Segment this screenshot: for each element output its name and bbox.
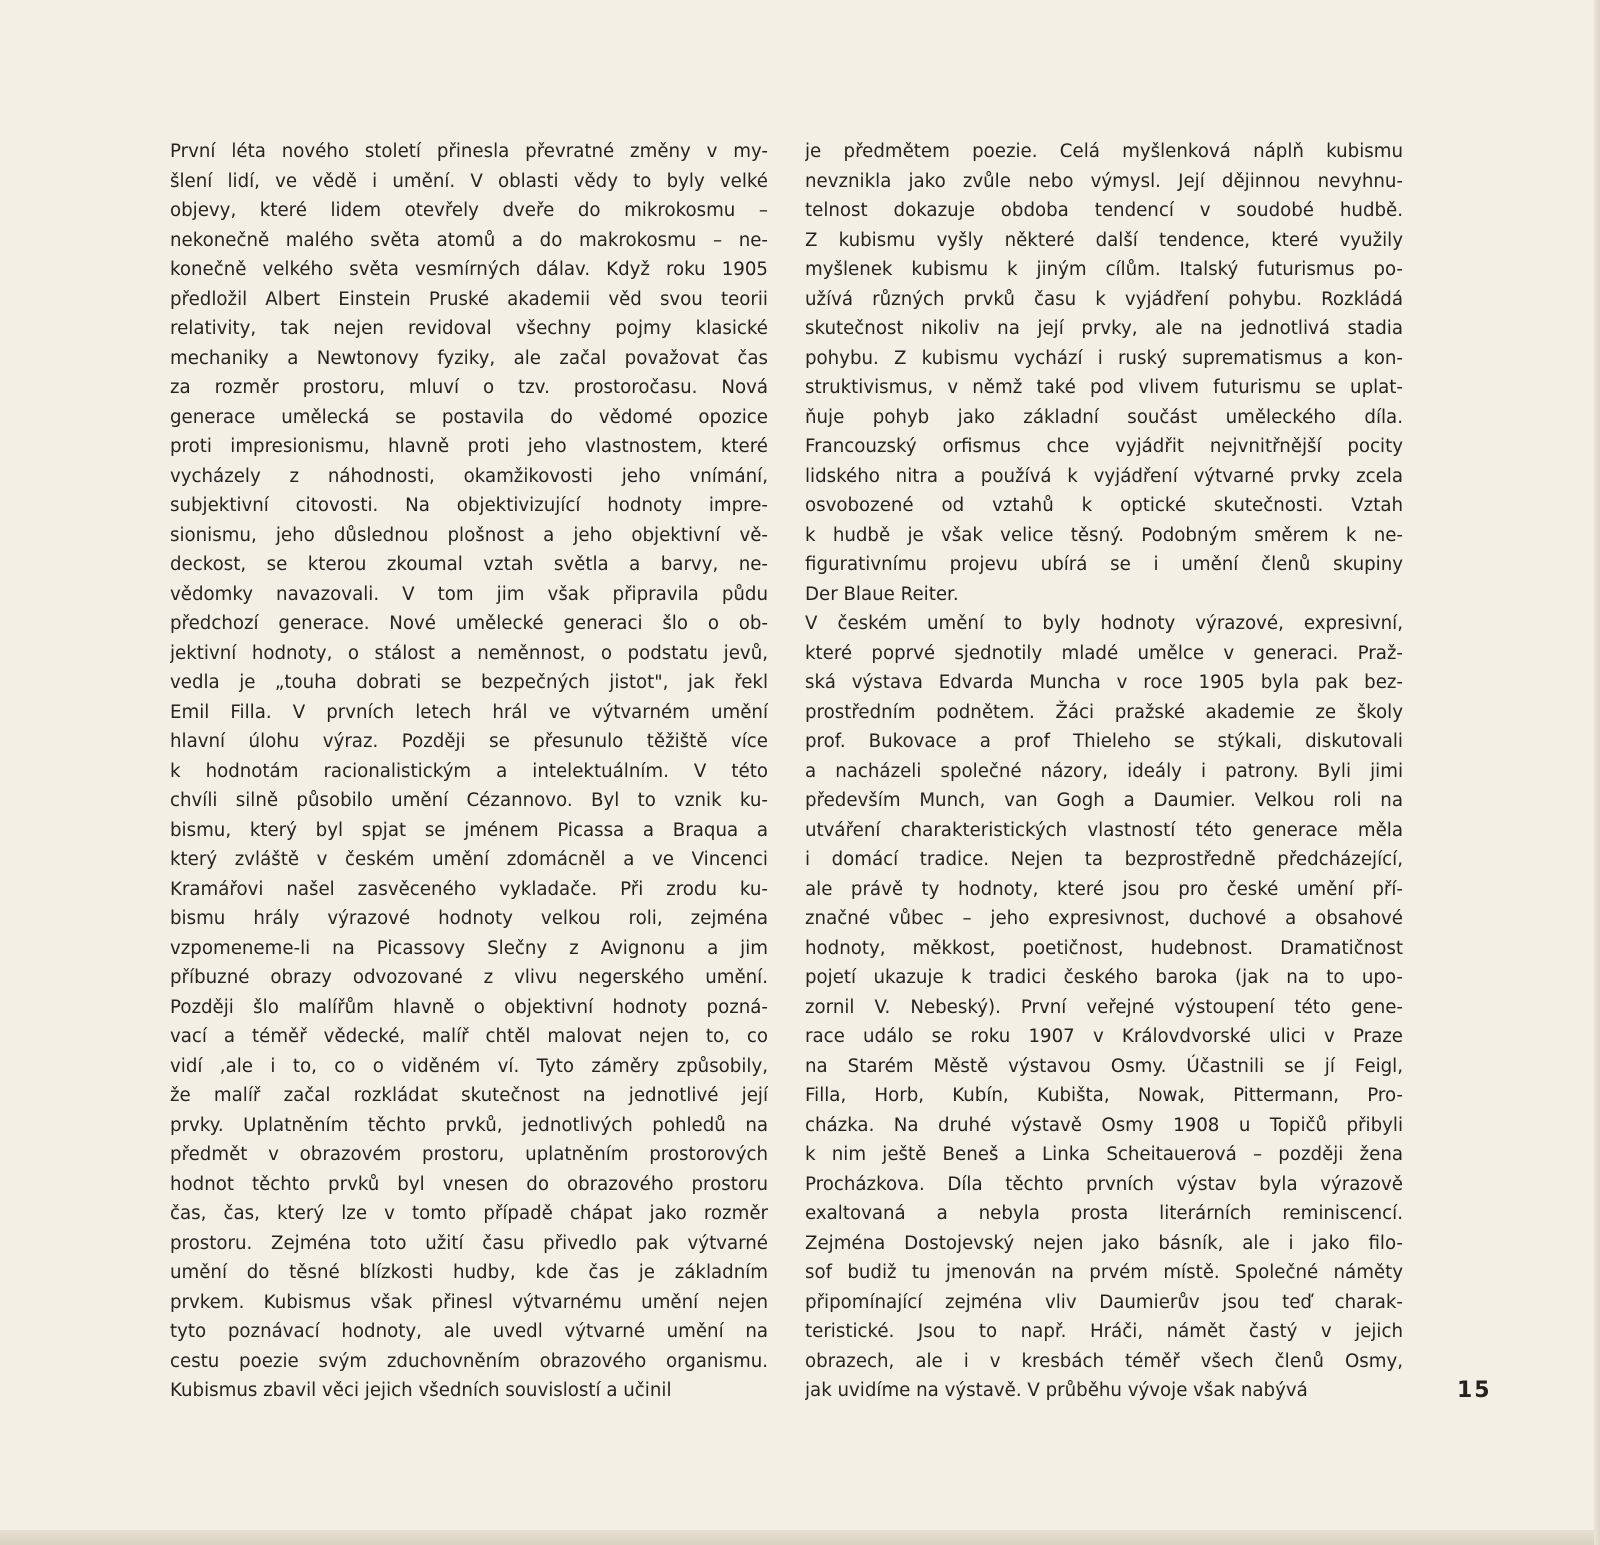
text-line: prvky. Uplatněním těchto prvků, jednotlivých pohledů na <box>170 1114 768 1136</box>
text-line: utváření charakteristických vlastností této generace měla <box>805 819 1403 841</box>
text-line: objevy, které lidem otevřely dveře do mikrokosmu – <box>170 200 768 221</box>
text-line: tyto poznávací hodnoty, ale uvedl výtvarné umění na <box>170 1321 768 1342</box>
page-right-edge <box>1594 0 1600 1545</box>
text-line: nekonečně malého světa atomů a do makrokosmu – ne- <box>170 229 768 251</box>
text-line: užívá různých prvků času k vyjádření pohybu. Rozkládá <box>805 288 1403 310</box>
text-line: vidí ,ale i to, co o viděném ví. Tyto záměry způsobily, <box>170 1055 768 1077</box>
text-line: především Munch, van Gogh a Daumier. Velkou roli na <box>805 790 1403 811</box>
text-line: Kramářovi našel zasvěceného vykladače. Při zrodu ku- <box>170 878 768 900</box>
text-line: exaltovaná a nebyla prosta literárních reminiscencí. <box>805 1203 1403 1224</box>
text-line: prof. Bukovace a prof Thieleho se stýkali, diskutovali <box>805 731 1403 752</box>
text-column-right <box>805 137 1403 1406</box>
text-line: bismu hrály výrazové hodnoty velkou roli, zejména <box>170 908 768 929</box>
text-line: předchozí generace. Nové umělecké generaci šlo o ob- <box>170 613 768 634</box>
page-number: 15 <box>1457 1378 1492 1403</box>
text-line: struktivismus, v němž také pod vlivem futurismu se uplat- <box>805 377 1403 398</box>
text-line: race událo se roku 1907 v Královdvorské ulici v Praze <box>805 1026 1403 1047</box>
text-line: obrazech, ale i v kresbách téměř všech členů Osmy, <box>805 1350 1403 1372</box>
text-line: k nim ještě Beneš a Linka Scheitauerová – později žena <box>805 1144 1403 1165</box>
text-line: subjektivní citovosti. Na objektivizující hodnoty impre- <box>170 495 768 516</box>
text-line: ská výstava Edvarda Muncha v roce 1905 byla pak bez- <box>805 672 1403 693</box>
text-line: k hodnotám racionalistickým a intelektuálním. V této <box>170 760 768 782</box>
text-line: vycházely z náhodnosti, okamžikovosti jeho vnímání, <box>170 465 768 487</box>
text-line: V českém umění to byly hodnoty výrazové, expresivní, <box>805 613 1403 634</box>
text-line: pojetí ukazuje k tradici českého baroka (jak na to upo- <box>805 967 1403 988</box>
text-line: První léta nového století přinesla převratné změny v my- <box>170 141 768 162</box>
text-line: a nacházeli společné názory, ideály i patrony. Byli jimi <box>805 760 1403 782</box>
text-line: pohybu. Z kubismu vychází i ruský suprematismus a kon- <box>805 347 1403 369</box>
text-line: předmět v obrazovém prostoru, uplatněním prostorových <box>170 1144 768 1165</box>
text-line: zornil V. Nebeský). První veřejné výstoupení této gene- <box>805 996 1403 1018</box>
text-line: hlavní úlohu výraz. Později se přesunulo těžiště více <box>170 731 768 752</box>
text-line: Později šlo malířům hlavně o objektivní hodnoty pozná- <box>170 996 768 1018</box>
text-line: prvkem. Kubismus však přinesl výtvarnému umění nejen <box>170 1291 768 1313</box>
text-column-left <box>170 137 768 1406</box>
page-bottom-edge <box>0 1530 1600 1545</box>
text-line: Filla, Horb, Kubín, Kubišta, Nowak, Pittermann, Pro- <box>805 1085 1403 1106</box>
text-line: prostředním podnětem. Žáci pražské akademie ze školy <box>805 701 1403 723</box>
text-line: umění do těsné blízkosti hudby, kde čas je základním <box>170 1262 768 1283</box>
text-line: sof budiž tu jmenován na prvém místě. Společné náměty <box>805 1262 1403 1283</box>
text-line: proti impresionismu, hlavně proti jeho vlastnostem, které <box>170 436 768 457</box>
text-line: čas, čas, který lze v tomto případě chápat jako rozměr <box>170 1203 768 1224</box>
text-line: deckost, se kterou zkoumal vztah světla a barvy, ne- <box>170 554 768 575</box>
text-line: ale právě ty hodnoty, které jsou pro české umění pří- <box>805 878 1403 900</box>
text-line: vedla je „touha dobrati se bezpečných jistot", jak řekl <box>170 672 768 693</box>
text-line: Der Blaue Reiter. <box>805 583 959 605</box>
text-line: relativity, tak nejen revidoval všechny pojmy klasické <box>170 318 768 339</box>
text-line: Procházkova. Díla těchto prvních výstav byla výrazově <box>805 1173 1403 1195</box>
text-line: bismu, který byl spjat se jménem Picassa a Braqua a <box>170 819 768 841</box>
text-line: Kubismus zbavil věci jejich všedních souvislostí a učinil <box>170 1380 672 1401</box>
text-line: Emil Filla. V prvních letech hrál ve výtvarném umění <box>170 701 768 723</box>
text-line: cházka. Na druhé výstavě Osmy 1908 u Topičů přibyli <box>805 1114 1403 1136</box>
text-line: nevznikla jako zvůle nebo výmysl. Její dějinnou nevyhnu- <box>805 170 1403 192</box>
text-line: skutečnost nikoliv na její prvky, ale na jednotlivá stadia <box>805 318 1403 339</box>
text-line: značné vůbec – jeho expresivnost, duchové a obsahové <box>805 908 1403 929</box>
text-line: generace umělecká se postavila do vědomé opozice <box>170 406 768 428</box>
text-line: figurativnímu projevu ubírá se i umění členů skupiny <box>805 554 1403 575</box>
text-line: mechaniky a Newtonovy fyziky, ale začal považovat čas <box>170 347 768 369</box>
text-line: vací a téměř vědecké, malíř chtěl malovat nejen to, co <box>170 1026 768 1047</box>
text-line: připomínající zejména vliv Daumierův jsou teď charak- <box>805 1291 1403 1313</box>
text-line: je předmětem poezie. Celá myšlenková náplň kubismu <box>805 141 1403 162</box>
text-line: za rozměr prostoru, mluví o tzv. prostoročasu. Nová <box>170 377 768 398</box>
text-line: které poprvé sjednotily mladé umělce v generaci. Praž- <box>805 642 1403 664</box>
text-line: že malíř začal rozkládat skutečnost na jednotlivé její <box>170 1085 768 1106</box>
text-line: k hudbě je však velice těsný. Podobným směrem k ne- <box>805 524 1403 546</box>
text-line: konečně velkého světa vesmírných dálav. Když roku 1905 <box>170 259 768 280</box>
text-line: chvíli silně působilo umění Cézannovo. Byl to vznik ku- <box>170 790 768 811</box>
text-line: myšlenek kubismu k jiným cílům. Italský futurismus po- <box>805 259 1403 280</box>
text-line: Zejména Dostojevský nejen jako básník, ale i jako filo- <box>805 1232 1403 1254</box>
text-line: Francouzský orfismus chce vyjádřit nejvnitřnější pocity <box>805 436 1403 457</box>
text-line: na Starém Městě výstavou Osmy. Účastnili se jí Feigl, <box>805 1055 1403 1077</box>
text-line: i domácí tradice. Nejen ta bezprostředně předcházející, <box>805 849 1403 870</box>
text-line: Z kubismu vyšly některé další tendence, které využily <box>805 229 1403 251</box>
text-line: osvobozené od vztahů k optické skutečnosti. Vztah <box>805 495 1403 516</box>
text-line: příbuzné obrazy odvozované z vlivu negerského umění. <box>170 967 768 988</box>
text-line: prostoru. Zejména toto užití času přivedlo pak výtvarné <box>170 1232 768 1254</box>
text-line: který zvláště v českém umění zdomácněl a ve Vincenci <box>170 849 768 870</box>
text-line: teristické. Jsou to např. Hráči, námět častý v jejich <box>805 1321 1403 1342</box>
text-line: jak uvidíme na výstavě. V průběhu vývoje však nabývá <box>805 1380 1308 1401</box>
text-line: vědomky navazovali. V tom jim však připravila půdu <box>170 583 768 605</box>
text-line: telnost dokazuje obdoba tendencí v soudobé hudbě. <box>805 200 1403 221</box>
text-line: ňuje pohyb jako základní součást uměleckého díla. <box>805 406 1403 428</box>
text-line: cestu poezie svým zduchovněním obrazového organismu. <box>170 1350 768 1372</box>
text-line: vzpomeneme-li na Picassovy Slečny z Avignonu a jim <box>170 937 768 959</box>
text-line: hodnot těchto prvků byl vnesen do obrazového prostoru <box>170 1173 768 1195</box>
text-line: předložil Albert Einstein Pruské akademii věd svou teorii <box>170 288 768 310</box>
text-line: šlení lidí, ve vědě i umění. V oblasti vědy to byly velké <box>170 170 768 192</box>
text-line: hodnoty, měkkost, poetičnost, hudebnost. Dramatičnost <box>805 937 1403 959</box>
text-line: jektivní hodnoty, o stálost a neměnnost, o podstatu jevů, <box>170 642 768 664</box>
text-line: lidského nitra a používá k vyjádření výtvarné prvky zcela <box>805 465 1403 487</box>
text-line: sionismu, jeho důslednou plošnost a jeho objektivní vě- <box>170 524 768 546</box>
